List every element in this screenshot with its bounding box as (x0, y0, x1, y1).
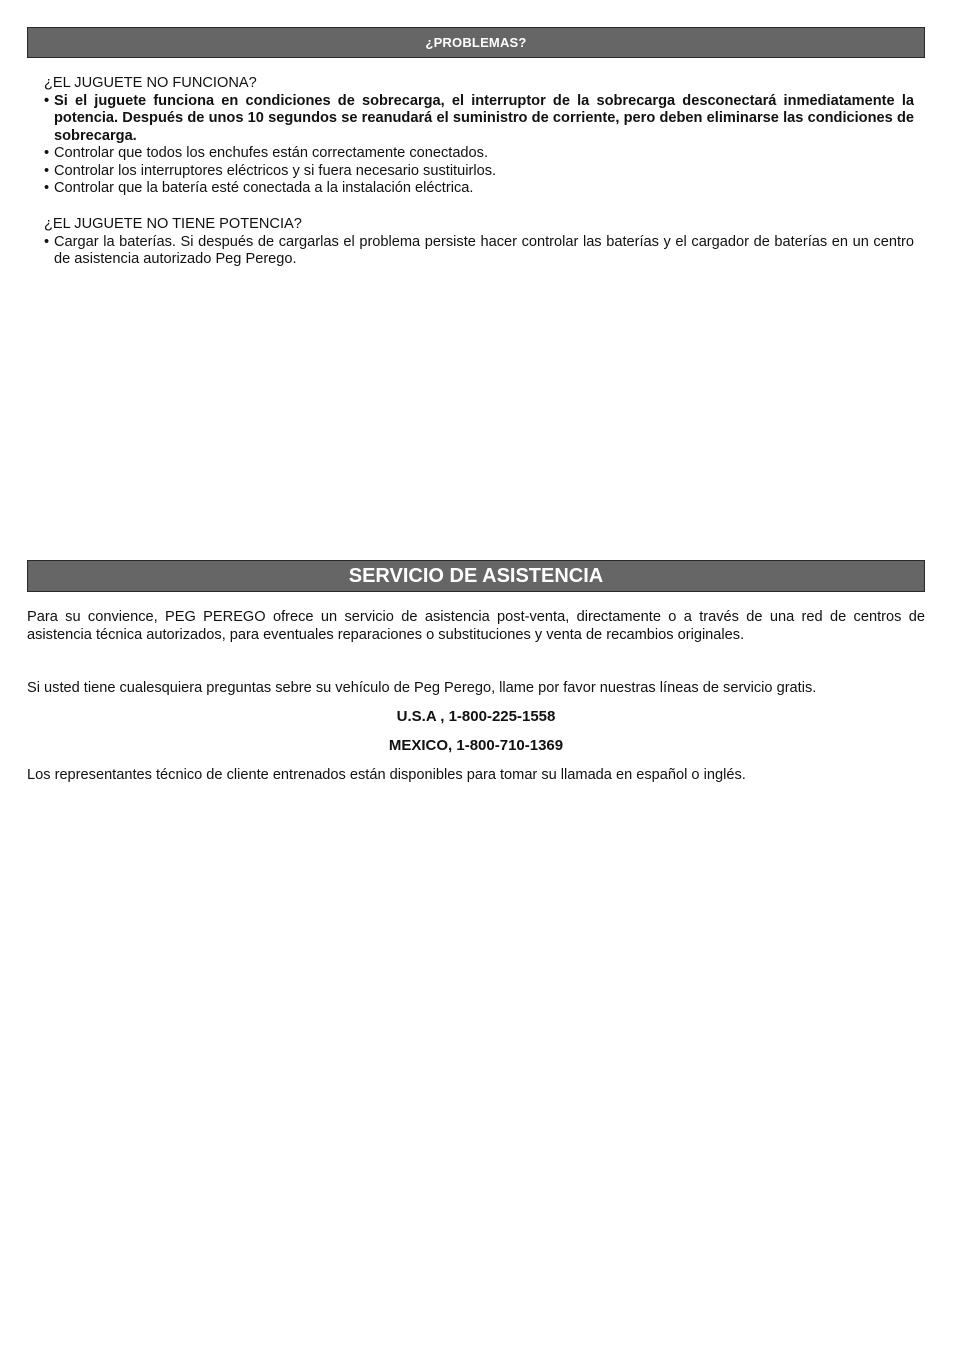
list-item-text: Controlar que la batería esté conectada a la instalación eléctrica. (54, 180, 474, 196)
service-questions-paragraph: Si usted tiene cualesquiera preguntas sebre su vehículo de Peg Perego, llame por favor nuestras líneas de servicio gratis. (27, 680, 817, 696)
phone-usa: U.S.A , 1-800-225-1558 (396, 708, 556, 725)
list-item-text: Si el juguete funciona en condiciones de sobrecarga, el interruptor de la sobrecarga desconectará inmediatamente la potencia. Después de unos 10 segundos se reanudará el suministro de corriente, pero deben eliminarse las condiciones de sobrecarga. (54, 92, 914, 144)
bullet-icon: • (44, 233, 50, 250)
service-title: SERVICIO DE ASISTENCIA (348, 565, 604, 587)
section-toy-no-power (44, 216, 914, 269)
list-item (44, 163, 914, 181)
list-item (44, 234, 914, 269)
bullet-icon: • (44, 92, 50, 109)
list-item-text: Controlar los interruptores eléctricos y si fuera necesario sustituirlos. (54, 162, 497, 179)
service-intro-paragraph: Para su convience, PEG PEREGO ofrece un servicio de asistencia post-venta, directamente o a través de una red de centros de asistencia técnica autorizados, para eventuales reparaciones o substituciones y venta de recambios originales. (27, 609, 925, 643)
list-item-text: Controlar que todos los enchufes están correctamente conectados. (54, 145, 489, 161)
problems-title: ¿PROBLEMAS? (425, 35, 527, 50)
list-item (44, 93, 914, 146)
service-header-bar (27, 560, 925, 592)
bullet-icon: • (44, 162, 50, 179)
bullet-list (44, 93, 914, 198)
list-item (44, 180, 914, 198)
section-heading: ¿EL JUGUETE NO TIENE POTENCIA? (44, 216, 302, 232)
bullet-icon: • (44, 180, 50, 196)
list-item (44, 145, 914, 163)
service-language-paragraph: Los representantes técnico de cliente entrenados están disponibles para tomar su llamada en español o inglés. (27, 767, 746, 783)
section-toy-not-working (44, 75, 914, 198)
bullet-list (44, 234, 914, 269)
list-item-text: Cargar la baterías. Si después de cargarlas el problema persiste hacer controlar las baterías y el cargador de baterías en un centro de asistencia autorizado Peg Perego. (54, 233, 914, 267)
section-heading: ¿EL JUGUETE NO FUNCIONA? (44, 75, 257, 91)
problems-header-bar (27, 27, 925, 58)
bullet-icon: • (44, 145, 50, 161)
phone-mexico: MEXICO, 1-800-710-1369 (388, 737, 564, 754)
